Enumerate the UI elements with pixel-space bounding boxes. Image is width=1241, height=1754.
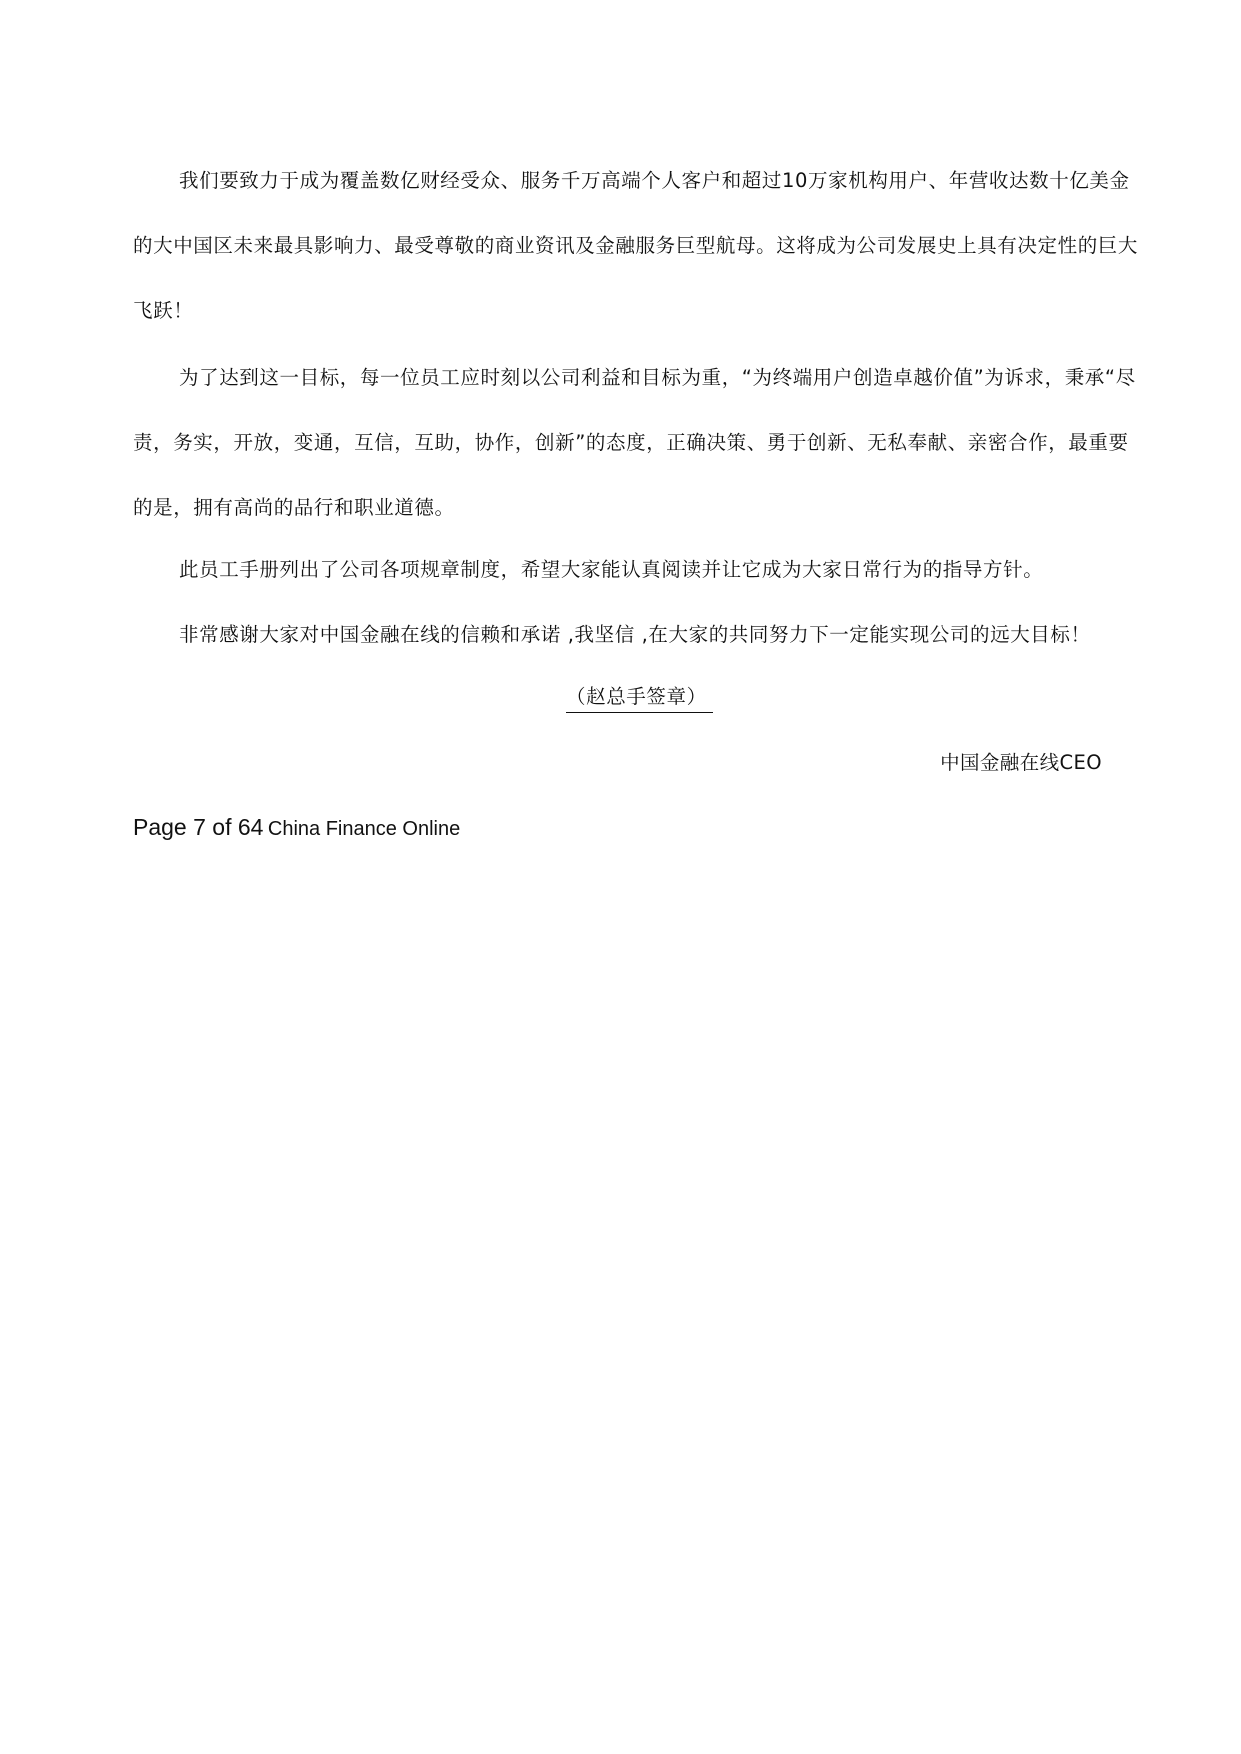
paragraph-handbook: 此员工手册列出了公司各项规章制度，希望大家能认真阅读并让它成为大家日常行为的指导方针。	[179, 558, 1044, 581]
paragraph-thanks: 非常感谢大家对中国金融在线的信赖和承诺 ,我坚信 ,在大家的共同努力下一定能实现公司的远大目标！	[179, 623, 1091, 646]
page-footer	[133, 812, 460, 846]
page-number: Page 7 of 64	[133, 814, 264, 840]
signatory-title: 中国金融在线CEO	[940, 751, 1102, 774]
paragraph-goals: 为了达到这一目标，每一位员工应时刻以公司利益和目标为重，“为终端用户创造卓越价值”为诉求，秉承“尽责，务实，开放，变通，互信，互助，协作，创新”的态度，正确决策、勇于创新、无私奉献、亲密合作，最重要的是，拥有高尚的品行和职业道德。	[133, 366, 1136, 519]
footer-company: China Finance Online	[267, 818, 461, 840]
signature-placeholder: （赵总手签章）	[566, 682, 713, 713]
paragraph-mission: 我们要致力于成为覆盖数亿财经受众、服务千万高端个人客户和超过10万家机构用户、年营收达数十亿美金的大中国区未来最具影响力、最受尊敬的商业资讯及金融服务巨型航母。这将成为公司发展史上具有决定性的巨大飞跃！	[133, 169, 1139, 322]
